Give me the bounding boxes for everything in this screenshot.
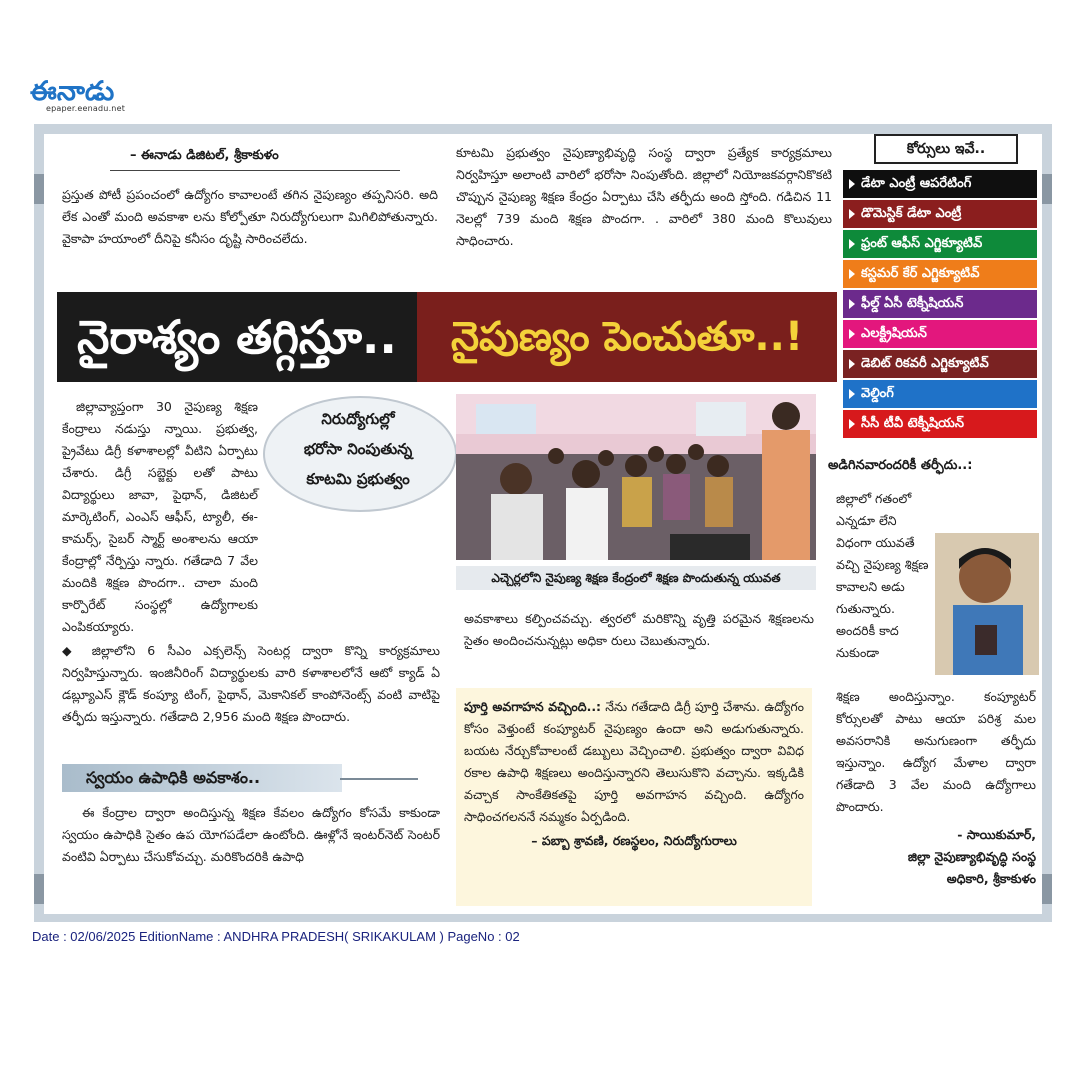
- testimonial-body: నేను గతేడాది డిగ్రీ పూర్తి చేశాను. ఉద్యోగం కోసం వెళ్తుంటే కంప్యూటర్ నైపుణ్యం ఉందా అని అడుగుతున్నారు. బయట నేర్చుకోవాలంటే డబ్బులు వెచ్చించాలి. ప్రభుత్వం ద్వారా వివిధ రకాల ఉపాధి శిక్షణలు అందిస్తున్నారని తెలుసుకొని వచ్చాను. ఇక్కడికి వచ్చాక సాంకేతికతపై పూర్తి అవగాహన వచ్చింది. ఉద్యోగం సాధించగలననే నమ్మకం ఏర్పడింది.: [464, 699, 804, 824]
- triangle-bullet-icon: [849, 179, 855, 189]
- dateline: – ఈనాడు డిజిటల్, శ్రీకాకుళం: [130, 148, 279, 163]
- oval-callout-text: [275, 404, 441, 494]
- course-item: [843, 230, 1037, 258]
- body-left-wide: [62, 640, 440, 728]
- logo-subtitle: epaper.eenadu.net: [46, 104, 126, 113]
- course-item: [843, 320, 1037, 348]
- courses-title: కోర్సులు ఇవే..: [874, 134, 1018, 164]
- course-item: [843, 350, 1037, 378]
- course-label: డెబిట్ రికవరీ ఎగ్జిక్యూటివ్: [861, 356, 989, 371]
- course-label: సీసీ టీవీ టెక్నీషియన్: [861, 416, 965, 431]
- triangle-bullet-icon: [849, 419, 855, 429]
- course-item: [843, 410, 1037, 438]
- side-quote-wide-text: శిక్షణ అందిస్తున్నాం. కంప్యూటర్ కోర్సులతో పాటు ఆయా పరిశ్ర మల అవసరానికి అనుగుణంగా తర్ఫీదు ఇస్తున్నాం. ఉద్యోగ మేళాల ద్వారా గతేడాది 3 వేల మంది ఉద్యోగాలు పొందారు.: [836, 689, 1036, 814]
- triangle-bullet-icon: [849, 299, 855, 309]
- page-edge-tab: [1042, 874, 1052, 904]
- edition-footer: Date : 02/06/2025 EditionName : ANDHRA PRADESH( SRIKAKULAM ) PageNo : 02: [32, 929, 520, 944]
- training-class-photo: [456, 394, 816, 560]
- course-label: కస్టమర్ కేర్ ఎగ్జిక్యూటివ్: [861, 266, 980, 281]
- subhead-rule: [340, 778, 418, 780]
- side-quote-name: - సాయికుమార్,: [957, 827, 1036, 842]
- course-item: [843, 290, 1037, 318]
- course-label: ఫీల్డ్ ఏసీ టెక్నీషియన్: [861, 296, 964, 311]
- oval-line: నిరుద్యోగుల్లో: [321, 410, 395, 428]
- course-label: ఎలక్ట్రీషియన్: [861, 326, 927, 341]
- body-left-paragraph-2: ◆ జిల్లాలోని 6 సీఎం ఎక్సలెన్స్ సెంటర్ల ద్వారా కొన్ని కార్యక్రమాలు నిర్వహిస్తున్నారు. ఇంజినీరింగ్ విద్యార్థులకు వారి కళాశాలలోనే ఆటో క్యాడ్ ఏ డబ్ల్యూఎస్ క్లౌడ్ కంప్యూ టింగ్, పైథాన్, మెకానికల్ కాంపోనెంట్స్ వంటి వాటిపై తర్ఫీదు ఇస్తున్నారు. గతేడాది 2,956 మంది శిక్షణ పొందారు.: [62, 643, 440, 724]
- page-edge-tab: [34, 874, 44, 904]
- intro-right-column: [456, 142, 832, 252]
- photo-caption: ఎచ్చెర్లలోని నైపుణ్య శిక్షణ కేంద్రంలో శిక్షణ పొందుతున్న యువత: [456, 566, 816, 590]
- intro-right-paragraph: కూటమి ప్రభుత్వం నైపుణ్యాభివృద్ధి సంస్థ ద్వారా ప్రత్యేక కార్యక్రమాలు నిర్వహిస్తూ అలాంటి వారిలో భరోసా నింపుతోంది. జిల్లాలో నియోజకవర్గానికొకటి చొప్పున నైపుణ్య శిక్షణ కేంద్రం ఏర్పాటు చేసి తర్ఫీదు అంది స్తోంది. గడిచిన 11 నెలల్లో 739 మంది శిక్షణ పొందగా. . వారిలో 380 మంది కొలువులు సాధించారు.: [456, 145, 832, 248]
- course-label: వెల్డింగ్: [861, 386, 894, 401]
- page-edge-tab: [1042, 174, 1052, 204]
- triangle-bullet-icon: [849, 239, 855, 249]
- course-label: డేటా ఎంట్రీ ఆపరేటింగ్: [861, 176, 972, 191]
- body-mid-paragraph: అవకాశాలు కల్పించవచ్చు. త్వరలో మరికొన్ని వృత్తి పరమైన శిక్షణలను సైతం అందించనున్నట్లు అధికా రులు చెబుతున్నారు.: [464, 611, 814, 648]
- body-left-narrow: [62, 396, 258, 638]
- logo-text: ఈనాడు: [30, 76, 115, 106]
- eenadu-logo-mark: [28, 74, 140, 106]
- course-label: ఫ్రంట్ ఆఫీస్ ఎగ్జిక్యూటివ్: [861, 236, 983, 251]
- testimonial-paragraph: [464, 696, 804, 828]
- course-item: [843, 380, 1037, 408]
- body-left-paragraph-1: జిల్లావ్యాప్తంగా 30 నైపుణ్య శిక్షణ కేంద్రాలు నడుస్తు న్నాయి. ప్రభుత్వ, ప్రైవేటు డిగ్రీ కళాశాలల్లో వీటిని ఏర్పాటు చేశారు. డిగ్రీ సబ్జెక్టు లతో పాటు విద్యార్థులు జావా, పైథాన్, డిజిటల్ మార్కెటింగ్, ఎంఎస్ ఆఫీస్, ట్యాలీ, ఈ-కామర్స్, సైబర్ స్మార్ట్ అంశాలను ఆయా కేంద్రాల్లో నేర్పిస్తు న్నారు. గతేడాది 7 వేల మందికి శిక్షణ పొందగా.. చాలా మంది కార్పొరేట్ సంస్థల్లో ఉద్యోగాలకు ఎంపికయ్యారు.: [62, 399, 258, 634]
- testimonial-text: [464, 696, 804, 852]
- dateline-rule: [110, 170, 400, 171]
- side-quote-narrow: [836, 488, 932, 664]
- body-left-bottom: [62, 802, 440, 868]
- course-item: [843, 200, 1037, 228]
- subhead-self-employment: స్వయం ఉపాధికి అవకాశం..: [62, 764, 342, 792]
- side-quote-lead: అడిగినవారందరికీ తర్ఫీదు..:: [828, 458, 973, 473]
- body-mid: [464, 608, 814, 652]
- testimonial-lead: పూర్తి అవగాహన వచ్చింది..:: [464, 699, 602, 714]
- oval-line: భరోసా నింపుతున్న: [303, 440, 413, 458]
- course-item: [843, 170, 1037, 198]
- course-item: [843, 260, 1037, 288]
- intro-left-paragraph: ప్రస్తుత పోటీ ప్రపంచంలో ఉద్యోగం కావాలంటే తగిన నైపుణ్యం తప్పనిసరి. అది లేక ఎంతో మంది అవకాశా లను కోల్పోతూ నిరుద్యోగులుగా మిగిలిపోతున్నారు. వైకాపా హయాంలో దీనిపై కనీసం దృష్టి సారించలేదు.: [62, 187, 438, 246]
- side-quote-designation: జిల్లా నైపుణ్యాభివృద్ధి సంస్థ: [907, 849, 1036, 864]
- triangle-bullet-icon: [849, 269, 855, 279]
- triangle-bullet-icon: [849, 359, 855, 369]
- triangle-bullet-icon: [849, 329, 855, 339]
- officer-portrait: [935, 533, 1039, 675]
- page-edge-tab: [34, 174, 44, 204]
- classroom-illustration: [456, 394, 816, 560]
- oval-line: కూటమి ప్రభుత్వం: [306, 470, 410, 488]
- side-quote-place: అధికారి, శ్రీకాకుళం: [946, 871, 1036, 886]
- triangle-bullet-icon: [849, 389, 855, 399]
- triangle-bullet-icon: [849, 209, 855, 219]
- headline-right: నైపుణ్యం పెంచుతూ..!: [417, 292, 837, 382]
- headline-left: నైరాశ్యం తగ్గిస్తూ..: [57, 292, 417, 382]
- course-label: డొమెస్టిక్ డేటా ఎంట్రీ: [861, 206, 962, 221]
- testimonial-attribution: – పబ్బా శ్రావణి, రణస్థలం, నిరుద్యోగురాలు: [531, 833, 737, 848]
- portrait-illustration: [935, 533, 1039, 675]
- side-quote-narrow-text: జిల్లాలో గతంలో ఎన్నడూ లేని విధంగా యువతే వచ్చి నైపుణ్య శిక్షణ కావాలని అడు గుతున్నారు. అందరికీ కాద నుకుండా: [836, 491, 929, 660]
- intro-left-column: [62, 184, 438, 250]
- side-quote-wide: [836, 686, 1036, 890]
- body-left-paragraph-3: ఈ కేంద్రాల ద్వారా అందిస్తున్న శిక్షణ కేవలం ఉద్యోగం కోసమే కాకుండా స్వయం ఉపాధికి సైతం ఉప యోగపడేలా ఉంటోంది. ఊళ్లోనే ఇంటర్‌నెట్ సెంటర్ వంటివి ఏర్పాటు చేసుకోవచ్చు. మరికొందరికి ఉపాధి: [62, 805, 440, 864]
